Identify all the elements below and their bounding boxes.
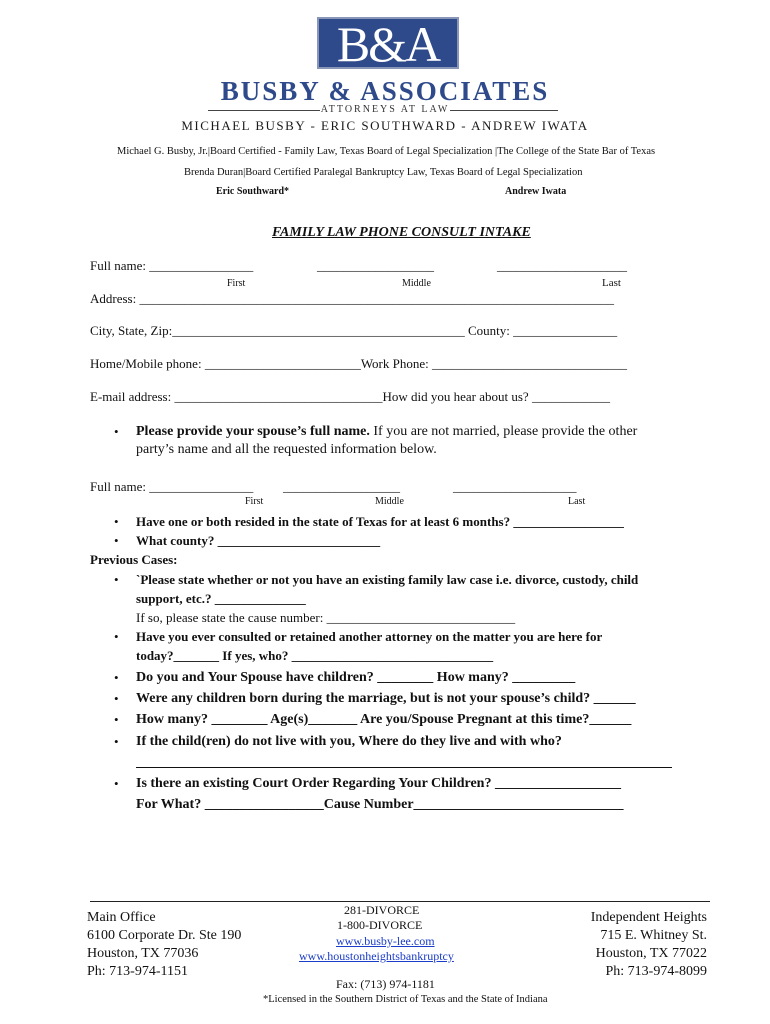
main-office-address: 6100 Corporate Dr. Ste 190 [87, 928, 242, 943]
bullet-icon: • [114, 629, 119, 644]
question-consulted[interactable]: Have you ever consulted or retained another attorney on the matter you are here for [136, 629, 603, 644]
question-existing-case-line2[interactable]: support, etc.? ______________ [136, 591, 306, 606]
spouse-middle-field[interactable]: __________________ [283, 479, 400, 494]
address-field[interactable]: Address: _________________________________________________________________________ [90, 291, 614, 306]
question-children[interactable]: Do you and Your Spouse have children? ________ How many? _________ [136, 670, 576, 685]
form-title: FAMILY LAW PHONE CONSULT INTAKE [272, 225, 531, 240]
question-born[interactable]: Were any children born during the marriage, but is not your spouse’s child? ______ [136, 691, 636, 706]
spouse-last-field[interactable]: ___________________ [453, 479, 577, 494]
heights-office-phone: Ph: 713-974-8099 [605, 964, 707, 979]
certification-line-1: Michael G. Busby, Jr.|Board Certified - Family Law, Texas Board of Legal Specialization |The College of the State Bar of Texas [117, 146, 656, 157]
spouse-fullname-field[interactable]: Full name: ________________ [90, 479, 254, 494]
last-name-field[interactable]: ____________________ [497, 258, 627, 273]
bullet-icon: • [114, 734, 119, 749]
last-label: Last [602, 277, 621, 289]
city-state-zip-field[interactable]: City, State, Zip:_____________________________________________ County: ________________ [90, 323, 618, 338]
middle-label: Middle [402, 278, 431, 289]
question-court-order[interactable]: Is there an existing Court Order Regarding Your Children? __________________ [136, 776, 621, 791]
divider-right [450, 110, 558, 111]
question-consulted-line2[interactable]: today?_______ If yes, who? _______________________________ [136, 648, 494, 663]
firm-tagline: ATTORNEYS AT LAW [320, 104, 450, 115]
bankruptcy-website-link[interactable]: www.houstonheightsbankruptcy [299, 949, 454, 963]
fullname-field[interactable]: Full name: ________________ [90, 258, 254, 273]
spouse-first-label: First [245, 496, 264, 507]
footer-phone-800: 1-800-DIVORCE [337, 918, 423, 932]
spouse-last-label: Last [568, 496, 586, 507]
bullet-icon: • [114, 572, 119, 587]
answer-line[interactable] [136, 767, 672, 768]
email-field[interactable]: E-mail address: ________________________________How did you hear about us? ____________ [90, 389, 610, 404]
spouse-instruction: Please provide your spouse’s full name. If you are not married, please provide the other [136, 424, 638, 439]
licensed-note: *Licensed in the Southern District of Texas and the State of Indiana [263, 994, 548, 1005]
signature-iwata: Andrew Iwata [505, 186, 567, 197]
firm-partners: MICHAEL BUSBY - ERIC SOUTHWARD - ANDREW IWATA [181, 118, 589, 133]
question-live[interactable]: If the child(ren) do not live with you, Where do they live and with who? [136, 734, 562, 749]
bullet-icon: • [114, 691, 119, 706]
main-office-city: Houston, TX 77036 [87, 946, 199, 961]
certification-line-2: Brenda Duran|Board Certified Paralegal Bankruptcy Law, Texas Board of Legal Specialization [184, 167, 583, 178]
heights-office-city: Houston, TX 77022 [595, 946, 707, 961]
footer-phone-divorce: 281-DIVORCE [344, 903, 420, 917]
signature-southward: Eric Southward* [216, 186, 290, 197]
spouse-middle-label: Middle [375, 496, 404, 507]
question-for-what[interactable]: For What? _________________Cause Number______________________________ [136, 797, 624, 812]
heights-office-title: Independent Heights [590, 910, 707, 925]
phone-field[interactable]: Home/Mobile phone: ________________________Work Phone: ______________________________ [90, 356, 627, 371]
question-resided[interactable]: Have one or both resided in the state of Texas for at least 6 months? _________________ [136, 514, 624, 529]
bullet-icon: • [114, 776, 119, 791]
question-existing-case[interactable]: `Please state whether or not you have an existing family law case i.e. divorce, custody, child [136, 572, 639, 587]
bullet-icon: • [114, 712, 119, 727]
question-how-many[interactable]: How many? ________ Age(s)_______ Are you/Spouse Pregnant at this time?______ [136, 712, 632, 727]
firm-name: BUSBY & ASSOCIATES [220, 76, 550, 106]
bullet-icon: • [114, 514, 119, 529]
bullet-icon: • [114, 670, 119, 685]
heights-office-address: 715 E. Whitney St. [600, 928, 707, 943]
website-link[interactable]: www.busby-lee.com [336, 934, 435, 948]
first-label: First [227, 278, 246, 289]
bullet-icon: • [114, 424, 119, 439]
spouse-instruction-line2: party’s name and all the requested information below. [136, 442, 437, 457]
middle-name-field[interactable]: __________________ [317, 258, 434, 273]
main-office-title: Main Office [87, 910, 156, 925]
footer-divider [90, 901, 710, 902]
question-county[interactable]: What county? _________________________ [136, 533, 381, 548]
fax-number: Fax: (713) 974-1181 [336, 977, 435, 991]
previous-cases-heading: Previous Cases: [90, 552, 178, 567]
firm-logo: B&A [317, 17, 459, 69]
bullet-icon: • [114, 533, 119, 548]
main-office-phone: Ph: 713-974-1151 [87, 964, 188, 979]
question-cause-number[interactable]: If so, please state the cause number: _____________________________ [136, 610, 516, 625]
